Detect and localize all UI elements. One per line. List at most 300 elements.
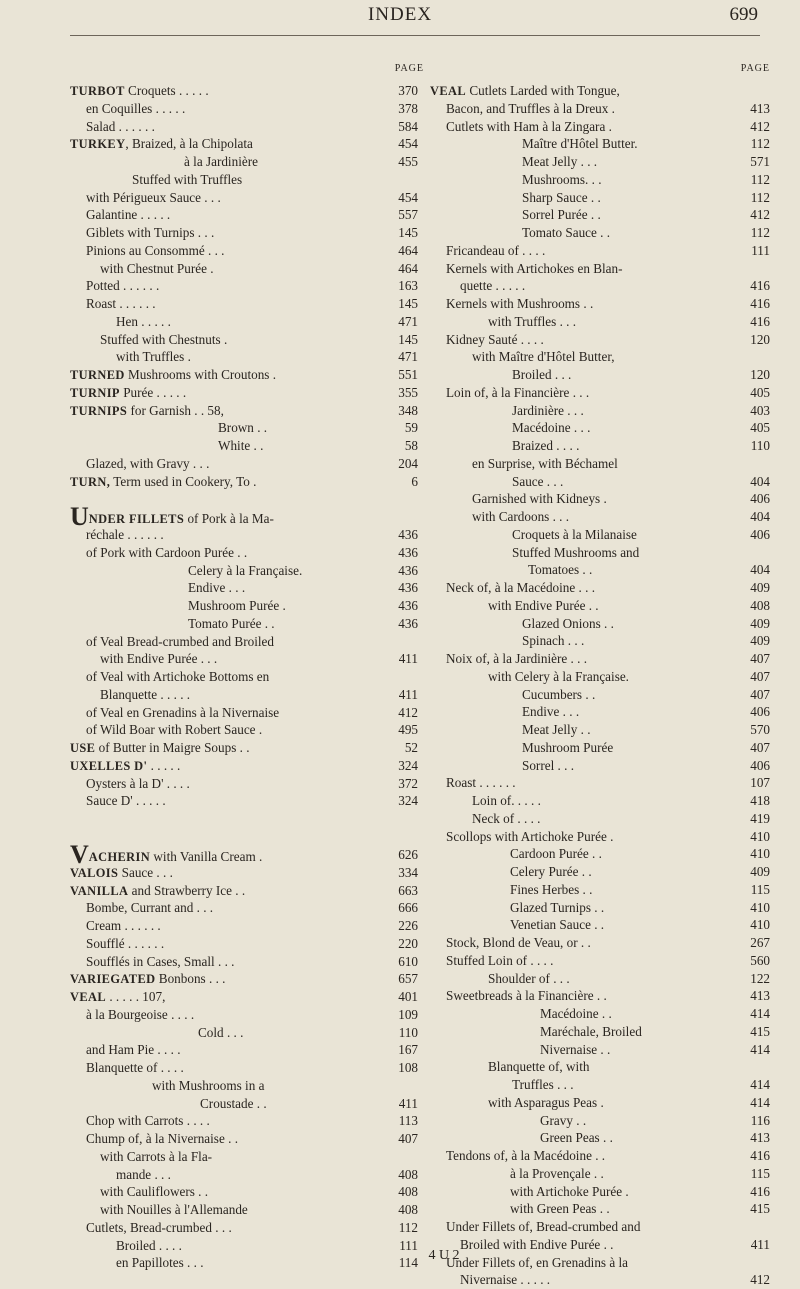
entry-text: Green Peas . . (540, 1130, 613, 1146)
index-entry (70, 100, 430, 118)
entry-text: Blanquette of . . . . (86, 1060, 184, 1075)
index-entry (70, 419, 430, 437)
index-entry (430, 295, 770, 313)
index-entry (430, 632, 770, 650)
entry-page: 406 (750, 704, 770, 720)
index-entry (70, 437, 430, 455)
index-entry (430, 419, 770, 437)
entry-text: Meat Jelly . . . (522, 154, 598, 169)
entry-text: Tomato Sauce . . (522, 225, 611, 240)
index-entry (430, 224, 770, 242)
entry-page: 112 (750, 136, 770, 152)
entry-text: with Périgueux Sauce . . . (86, 189, 221, 205)
entry-page: 407 (750, 651, 770, 666)
entry-page: 436 (398, 544, 418, 560)
entry-page: 408 (398, 1166, 418, 1182)
index-entry (430, 82, 770, 100)
entry-text: with Nouilles à l'Allemande (100, 1202, 248, 1217)
index-entry (70, 473, 430, 491)
entry-page: 120 (750, 331, 770, 347)
index-entry (430, 1058, 770, 1076)
index-entry (70, 970, 430, 988)
index-entry (70, 864, 430, 882)
entry-text: Under Fillets of, en Grenadins à la (446, 1254, 629, 1270)
entry-text: Cutlets with Ham à la Zingara . (446, 118, 612, 134)
entry-text: Kernels with Artichokes en Blan- (446, 260, 623, 276)
entry-text: with Chestnut Purée . (100, 260, 214, 276)
entry-page: 409 (750, 864, 770, 879)
index-entry (430, 384, 770, 402)
entry-text: Sorrel Purée . . (522, 207, 601, 223)
entry-page: 464 (398, 260, 418, 276)
entry-text: VALOIS Sauce . . . (70, 864, 173, 880)
index-entry (430, 206, 770, 224)
entry-page: 324 (398, 793, 418, 809)
index-entry (70, 118, 430, 136)
entry-text: Sweetbreads à la Financière . . (446, 988, 607, 1004)
index-entry (70, 544, 430, 562)
index-entry (430, 881, 770, 899)
index-entry (70, 1095, 430, 1113)
entry-text: quette . . . . . (460, 278, 526, 294)
entry-page: 416 (750, 296, 770, 311)
index-entry (70, 953, 430, 971)
index-entry (430, 473, 770, 491)
entry-page: 163 (398, 278, 418, 294)
index-entry (70, 242, 430, 260)
entry-page: 267 (750, 935, 770, 950)
entry-text: VACHERIN with Vanilla Cream . (70, 840, 263, 869)
entry-text: Potted . . . . . . (86, 278, 160, 294)
index-entry (70, 1130, 430, 1148)
index-entry (70, 615, 430, 633)
entry-page: 436 (398, 527, 418, 542)
index-entry (430, 526, 770, 544)
entry-page: 495 (398, 722, 418, 738)
entry-page: 115 (750, 881, 770, 897)
entry-page: 405 (750, 420, 770, 436)
index-entry (430, 952, 770, 970)
entry-page: 408 (750, 597, 770, 613)
entry-page: 115 (750, 1165, 770, 1181)
index-entry (430, 916, 770, 934)
index-entry (430, 1112, 770, 1130)
page-column-label: PAGE (740, 63, 770, 74)
index-entry (70, 153, 430, 171)
entry-page: 409 (750, 580, 770, 595)
entry-page: 411 (398, 686, 418, 702)
index-entry (70, 189, 430, 207)
index-entry (430, 1041, 770, 1059)
index-entry (70, 82, 430, 100)
entry-text: Kidney Sauté . . . . (446, 331, 544, 347)
index-entry (70, 633, 430, 651)
entry-page: 107 (750, 775, 770, 791)
entry-page: 413 (750, 100, 770, 116)
entry-text: Loin of, à la Financière . . . (446, 384, 590, 400)
entry-page: 412 (750, 118, 770, 134)
index-entry (430, 845, 770, 863)
index-entry (70, 704, 430, 722)
entry-text: with Mushrooms in a (152, 1077, 265, 1093)
entry-page: 407 (750, 686, 770, 702)
entry-text: Maître d'Hôtel Butter. (522, 136, 638, 152)
entry-page: 416 (750, 278, 770, 294)
index-entry (430, 650, 770, 668)
entry-page: 145 (398, 331, 418, 347)
entry-page: 571 (750, 154, 770, 169)
entry-page: 584 (398, 118, 418, 134)
entry-text: Venetian Sauce . . (510, 917, 605, 933)
entry-text: Stuffed Mushrooms and (512, 544, 640, 560)
entry-page: 411 (750, 1236, 770, 1252)
index-entry (70, 988, 430, 1006)
entry-page: 413 (750, 1130, 770, 1146)
entry-page: 6 (411, 473, 418, 489)
entry-text: with Cardoons . . . (472, 509, 570, 524)
entry-page: 378 (398, 100, 418, 116)
entry-page: 404 (750, 562, 770, 578)
entry-text: Brown . . (218, 420, 268, 436)
entry-page: 454 (398, 136, 418, 152)
entry-text: Garnished with Kidneys . (472, 491, 607, 507)
entry-text: Cream . . . . . . (86, 918, 161, 933)
entry-text: Tomatoes . . (528, 562, 593, 578)
entry-page: 414 (750, 1077, 770, 1092)
entry-text: of Veal Bread-crumbed and Broiled (86, 633, 274, 649)
entry-text: VARIEGATED Bonbons . . . (70, 971, 226, 987)
entry-page: 110 (750, 438, 770, 453)
entry-page: 111 (399, 1237, 418, 1253)
index-entry (70, 277, 430, 295)
entry-text: Pinions au Consommé . . . (86, 242, 225, 258)
index-entry (430, 544, 770, 562)
entry-text: with Carrots à la Fla- (100, 1148, 213, 1164)
entry-page: 560 (750, 952, 770, 968)
entry-page: 120 (750, 367, 770, 382)
entry-text: en Papillotes . . . (116, 1255, 204, 1271)
entry-text: with Truffles . (116, 349, 191, 365)
entry-page: 372 (398, 775, 418, 791)
index-entry (430, 810, 770, 828)
entry-page: 413 (750, 988, 770, 1004)
index-column-left (70, 63, 430, 1272)
index-entry (70, 668, 430, 686)
index-entry (430, 1218, 770, 1236)
entry-page: 59 (404, 420, 418, 436)
entry-page: 436 (398, 598, 418, 613)
index-entry (70, 1006, 430, 1024)
entry-page: 370 (398, 83, 418, 98)
entry-text: Stuffed with Truffles (132, 171, 243, 187)
entry-page: 409 (750, 633, 770, 649)
entry-text: Galantine . . . . . (86, 207, 171, 223)
entry-text: Cutlets, Bread-crumbed . . . (86, 1219, 232, 1235)
index-entry (430, 615, 770, 633)
entry-page: 404 (750, 509, 770, 524)
entry-page: 167 (398, 1042, 418, 1058)
entry-text: TURNIP Purée . . . . . (70, 384, 187, 400)
entry-page: 418 (750, 793, 770, 808)
entry-text: Macédoine . . . (512, 420, 591, 436)
index-entry (430, 455, 770, 473)
entry-text: VEAL Cutlets Larded with Tongue, (430, 83, 620, 98)
index-column-right (430, 63, 770, 1289)
index-entry (70, 526, 430, 544)
entry-page: 122 (750, 970, 770, 986)
index-entry (430, 739, 770, 757)
index-entry (430, 260, 770, 278)
index-entry (70, 366, 430, 384)
index-entry (430, 1094, 770, 1112)
entry-page: 410 (750, 828, 770, 844)
entry-text: Loin of. . . . . (472, 793, 541, 808)
entry-page: 407 (398, 1131, 418, 1146)
index-entry (70, 1219, 430, 1237)
entry-page: 406 (750, 491, 770, 507)
entry-text: of Veal en Grenadins à la Nivernaise (86, 704, 280, 720)
entry-text: Noix of, à la Jardinière . . . (446, 651, 587, 666)
index-entry (430, 1129, 770, 1147)
entry-page: 116 (750, 1112, 770, 1128)
index-entry (70, 739, 430, 757)
entry-text: Mushroom Purée (522, 739, 614, 755)
entry-text: Glazed Turnips . . (510, 899, 605, 915)
entry-page: 52 (404, 740, 418, 755)
entry-page: 416 (750, 1183, 770, 1199)
entry-text: UXELLES D' . . . . . (70, 757, 181, 773)
index-entry (430, 490, 770, 508)
entry-text: Cardoon Purée . . (510, 846, 602, 862)
index-entry (70, 331, 430, 349)
entry-page: 112 (750, 171, 770, 187)
entry-text: Hen . . . . . (116, 313, 171, 329)
entry-page: 416 (750, 1148, 770, 1163)
entry-text: Sauce D' . . . . . (86, 793, 166, 809)
index-entry (70, 1201, 430, 1219)
entry-page: 226 (398, 918, 418, 933)
index-entry (430, 774, 770, 792)
index-entry (70, 1166, 430, 1184)
entry-text: Gravy . . (540, 1112, 587, 1128)
entry-text: en Surprise, with Béchamel (472, 455, 618, 471)
running-title: INDEX (367, 4, 433, 25)
entry-page: 471 (398, 349, 418, 365)
page-column-label: PAGE (394, 63, 424, 74)
entry-text: Neck of, à la Macédoine . . . (446, 580, 596, 595)
entry-text: Tendons of, à la Macédoine . . (446, 1148, 606, 1163)
index-entry (430, 1165, 770, 1183)
entry-text: TURBOT Croquets . . . . . (70, 83, 209, 98)
entry-page: 58 (404, 438, 418, 453)
index-entry (430, 899, 770, 917)
entry-text: with Cauliflowers . . (100, 1184, 209, 1200)
index-entry (70, 1183, 430, 1201)
entry-text: Fines Herbes . . (510, 881, 593, 897)
index-entry (70, 1077, 430, 1095)
entry-text: Broiled . . . (512, 367, 572, 382)
index-entry (70, 597, 430, 615)
entry-page: 113 (398, 1113, 418, 1129)
index-entry (430, 863, 770, 881)
index-entry (70, 899, 430, 917)
index-entry (430, 189, 770, 207)
index-entry (430, 668, 770, 686)
entry-page: 410 (750, 899, 770, 915)
index-entry (430, 153, 770, 171)
entry-page: 406 (750, 757, 770, 773)
entry-text: Endive . . . (522, 704, 580, 720)
entry-page: 471 (398, 313, 418, 329)
entry-text: Oysters à la D' . . . . (86, 775, 190, 791)
header-rule (70, 35, 760, 36)
index-entry (70, 686, 430, 704)
entry-page: 145 (398, 296, 418, 311)
entry-text: with Endive Purée . . (488, 597, 599, 613)
entry-page: 145 (398, 225, 418, 240)
entry-text: Truffles . . . (512, 1077, 574, 1092)
entry-page: 220 (398, 935, 418, 951)
index-entry (430, 1200, 770, 1218)
entry-text: TURKEY, Braized, à la Chipolata (70, 136, 253, 152)
entry-page: 436 (398, 615, 418, 631)
entry-text: with Artichoke Purée . (510, 1183, 629, 1199)
entry-text: Blanquette of, with (488, 1059, 590, 1075)
index-entry (430, 118, 770, 136)
entry-text: Croustade . . (200, 1095, 267, 1111)
entry-text: Sorrel . . . (522, 757, 575, 773)
index-entry (430, 1023, 770, 1041)
entry-page: 419 (750, 810, 770, 826)
index-entry (70, 384, 430, 402)
entry-text: mande . . . (116, 1166, 171, 1182)
entry-text: Glazed, with Gravy . . . (86, 455, 210, 471)
entry-page: 570 (750, 722, 770, 737)
index-entry (70, 882, 430, 900)
entry-page: 663 (398, 882, 418, 898)
entry-page: 412 (398, 704, 418, 720)
entry-page: 557 (398, 207, 418, 223)
entry-page: 114 (398, 1255, 418, 1271)
index-entry (70, 206, 430, 224)
index-entry (430, 277, 770, 295)
printer-signature: 4 U 2 (428, 1248, 460, 1263)
entry-text: VEAL . . . . . 107, (70, 989, 166, 1004)
entry-text: Neck of . . . . (472, 810, 541, 826)
index-entry (70, 650, 430, 668)
entry-text: Celery Purée . . (510, 864, 592, 879)
entry-page: 355 (398, 384, 418, 400)
index-entry (430, 828, 770, 846)
entry-text: Nivernaise . . (540, 1041, 611, 1057)
index-entry (70, 840, 430, 869)
index-entry (430, 579, 770, 597)
index-entry (430, 757, 770, 775)
entry-page: 408 (398, 1202, 418, 1217)
index-entry (430, 703, 770, 721)
entry-text: with Celery à la Française. (488, 668, 629, 684)
index-entry (430, 934, 770, 952)
index-entry (70, 135, 430, 153)
index-entry (430, 242, 770, 260)
entry-page: 666 (398, 900, 418, 916)
index-entry (70, 1148, 430, 1166)
entry-text: Stuffed with Chestnuts . (100, 331, 228, 347)
page-header (0, 4, 800, 38)
entry-page: 454 (398, 189, 418, 205)
spacer (70, 810, 430, 828)
index-entry (70, 295, 430, 313)
index-entry (430, 508, 770, 526)
entry-text: of Wild Boar with Robert Sauce . (86, 722, 263, 738)
entry-text: with Truffles . . . (488, 313, 577, 329)
index-entry (70, 260, 430, 278)
entry-text: Sharp Sauce . . (522, 189, 601, 205)
entry-text: Shoulder of . . . (488, 970, 570, 986)
entry-page: 334 (398, 864, 418, 880)
entry-page: 464 (398, 242, 418, 258)
index-entry (430, 1183, 770, 1201)
entry-text: Endive . . . (188, 580, 246, 596)
entry-page: 626 (398, 847, 418, 862)
index-entry (430, 1271, 770, 1289)
entry-text: Spinach . . . (522, 633, 585, 649)
index-entry (70, 1059, 430, 1077)
index-entry (430, 1147, 770, 1165)
entry-page: 412 (750, 207, 770, 223)
index-entry (70, 757, 430, 775)
index-entry (430, 348, 770, 366)
entry-text: USE of Butter in Maigre Soups . . (70, 740, 250, 755)
entry-page: 415 (750, 1201, 770, 1217)
entry-text: Bombe, Currant and . . . (86, 900, 214, 916)
entry-page: 414 (750, 1006, 770, 1021)
entry-page: 109 (398, 1006, 418, 1022)
entry-text: Giblets with Turnips . . . (86, 225, 215, 240)
entry-text: TURN, Term used in Cookery, To . (70, 473, 257, 489)
index-entry (430, 366, 770, 384)
entry-text: à la Bourgeoise . . . . (86, 1006, 195, 1022)
entry-page: 407 (750, 668, 770, 684)
index-entry (70, 348, 430, 366)
entry-page: 411 (398, 651, 418, 667)
entry-text: with Green Peas . . (510, 1201, 610, 1217)
entry-page: 410 (750, 846, 770, 862)
entry-page: 551 (398, 367, 418, 382)
entry-page: 415 (750, 1023, 770, 1039)
index-entry (70, 171, 430, 189)
entry-page: 414 (750, 1094, 770, 1110)
index-entry (430, 597, 770, 615)
entry-page: 407 (750, 739, 770, 755)
entry-page: 412 (750, 1272, 770, 1288)
entry-page: 108 (398, 1060, 418, 1075)
entry-text: with Endive Purée . . . (100, 651, 218, 667)
entry-page: 455 (398, 154, 418, 169)
entry-text: Glazed Onions . . (522, 615, 614, 631)
entry-text: UNDER FILLETS of Pork à la Ma- (70, 502, 274, 532)
entry-text: Stuffed Loin of . . . . (446, 952, 554, 968)
index-entry (430, 970, 770, 988)
index-entry (70, 402, 430, 420)
index-entry (430, 561, 770, 579)
index-entry (430, 792, 770, 810)
index-entry (70, 1024, 430, 1042)
entry-page: 610 (398, 953, 418, 969)
index-entry (70, 562, 430, 580)
entry-text: Macédoine . . (540, 1006, 612, 1021)
entry-text: Sauce . . . (512, 473, 564, 489)
